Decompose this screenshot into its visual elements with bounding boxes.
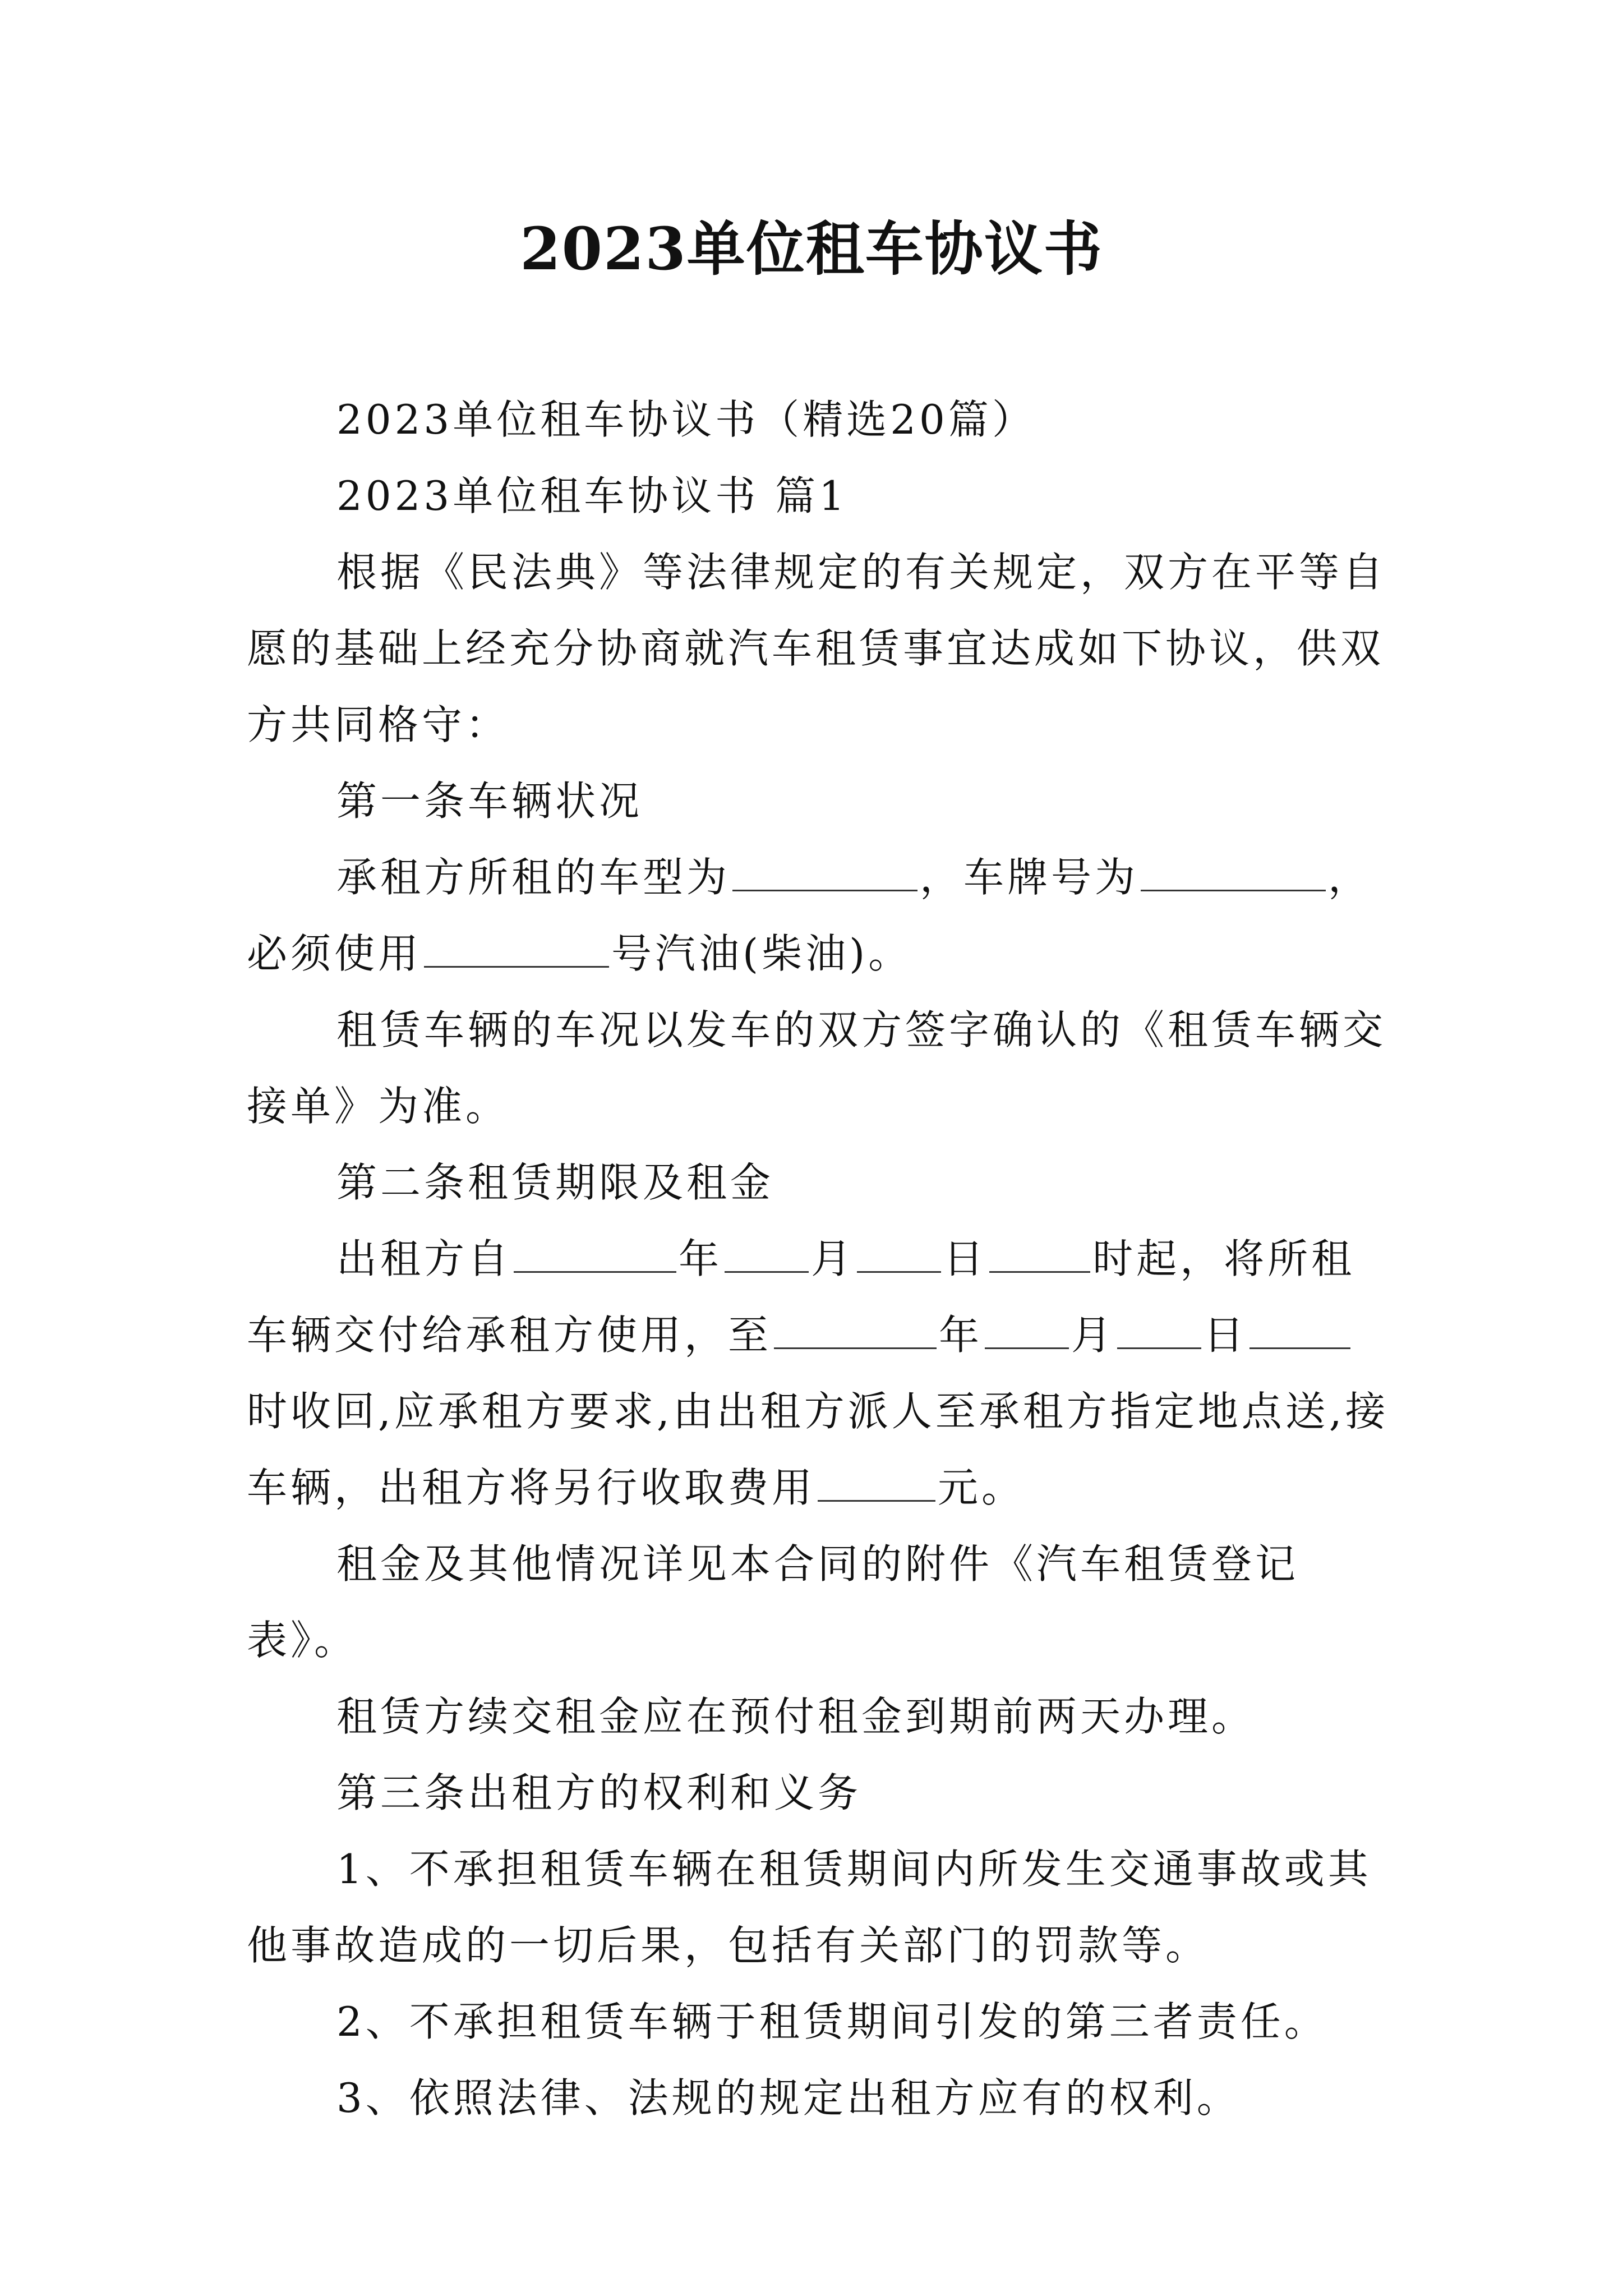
text-segment: 号汽油(柴油)。	[611, 930, 912, 977]
text-segment: 元。	[938, 1464, 1026, 1511]
paragraph-lease-period	[247, 1221, 1391, 1526]
blank-start-year[interactable]	[514, 1235, 676, 1273]
text-segment: ，必须使用	[247, 854, 1372, 977]
paragraph-clause-3: 3、依照法律、法规的规定出租方应有的权利。	[336, 2074, 1241, 2122]
text-segment: 月	[1071, 1312, 1115, 1359]
blank-plate-number[interactable]	[1141, 853, 1326, 891]
blank-vehicle-model[interactable]	[732, 853, 917, 891]
text-segment: 日	[1204, 1312, 1248, 1359]
blank-start-day[interactable]	[857, 1235, 941, 1273]
blank-end-year[interactable]	[774, 1311, 937, 1349]
paragraph-vehicle-condition: 租赁车辆的车况以发车的双方签字确认的《租赁车辆交接单》为准。	[247, 1006, 1387, 1130]
text-segment: 月	[811, 1235, 855, 1282]
text-segment: 日	[943, 1235, 988, 1282]
paragraph-article-3-heading: 第三条出租方的权利和义务	[336, 1769, 862, 1816]
text-segment: 承租方所租的车型为	[336, 854, 731, 901]
blank-delivery-fee[interactable]	[818, 1464, 935, 1502]
blank-start-hour[interactable]	[989, 1235, 1090, 1273]
paragraph-article-2-heading: 第二条租赁期限及租金	[336, 1159, 774, 1206]
paragraph-rent-details: 租金及其他情况详见本合同的附件《汽车租赁登记表》。	[247, 1540, 1299, 1664]
blank-end-month[interactable]	[985, 1311, 1069, 1349]
paragraph-clause-1: 1、不承担租赁车辆在租赁期间内所发生交通事故或其他事故造成的一切后果，包括有关部门的罚款等。	[247, 1846, 1372, 1969]
text-segment: 出租方自	[336, 1235, 512, 1282]
text-segment: 时起，将所租车辆交付给承租方使用，至	[247, 1235, 1355, 1359]
text-segment: 年	[939, 1312, 983, 1359]
document-body	[247, 381, 1391, 2136]
paragraph-clause-2: 2、不承担租赁车辆于租赁期间引发的第三者责任。	[336, 1998, 1328, 2045]
blank-end-hour[interactable]	[1249, 1311, 1350, 1349]
document-title: 2023单位租车协议书	[520, 214, 1103, 283]
paragraph-subtitle: 2023单位租车协议书（精选20篇）	[336, 396, 1036, 443]
paragraph-preamble: 根据《民法典》等法律规定的有关规定，双方在平等自愿的基础上经充分协商就汽车租赁事宜达成如下协议，供双方共同格守：	[247, 549, 1387, 748]
blank-fuel-grade[interactable]	[424, 930, 609, 968]
text-segment: 年	[679, 1235, 723, 1282]
text-segment: ，车牌号为	[920, 854, 1139, 901]
text-segment: 时收回,应承租方要求,由出租方派人至承租方指定地点送,接车辆，出租方将另行收取费用	[247, 1388, 1389, 1511]
paragraph-article-1-heading: 第一条车辆状况	[336, 777, 643, 825]
paragraph-vehicle-info	[247, 839, 1391, 992]
paragraph-section-heading: 2023单位租车协议书 篇1	[336, 472, 848, 519]
paragraph-rent-renewal: 租赁方续交租金应在预付租金到期前两天办理。	[336, 1693, 1256, 1740]
blank-start-month[interactable]	[725, 1235, 809, 1273]
blank-end-day[interactable]	[1117, 1311, 1201, 1349]
